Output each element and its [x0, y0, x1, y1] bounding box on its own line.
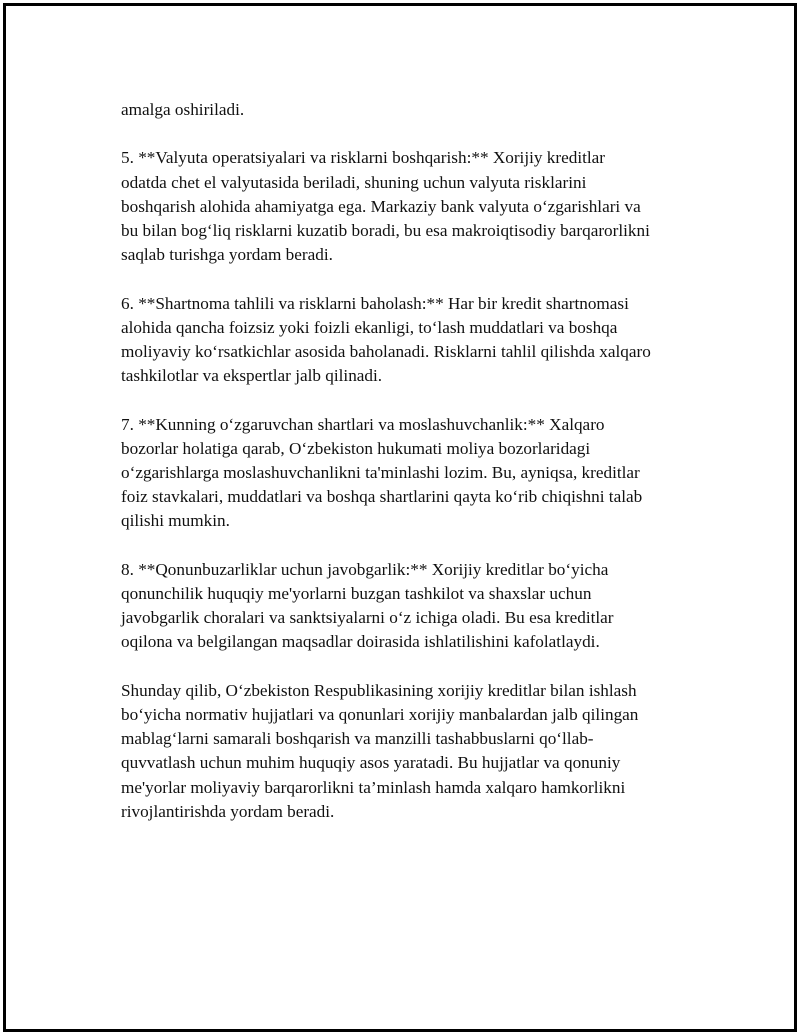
text-line: o‘zgarishlarga moslashuvchanlikni ta'minlashi lozim. Bu, ayniqsa, kreditlar — [121, 463, 640, 482]
text-line: boshqarish alohida ahamiyatga ega. Markaziy bank valyuta o‘zgarishlari va — [121, 196, 641, 216]
text-line: qonunchilik huquqiy me'yorlarni buzgan tashkilot va shaxslar uchun — [121, 584, 592, 603]
text-line: rivojlantirishda yordam beradi. — [121, 801, 335, 821]
paragraph-continuation — [121, 98, 701, 122]
text-line: moliyaviy ko‘rsatkichlar asosida baholanadi. Risklarni tahlil qilishda xalqaro — [121, 342, 651, 361]
text-line: tashkilotlar va ekspertlar jalb qilinadi. — [121, 366, 383, 386]
paragraph-item-7 — [121, 413, 701, 534]
text-line: mablag‘larni samarali boshqarish va manzilli tashabbuslarni qo‘llab- — [121, 729, 594, 749]
text-line: qilishi mumkin. — [121, 511, 230, 531]
text-line: saqlab turishga yordam beradi. — [121, 245, 333, 265]
text-line: me'yorlar moliyaviy barqarorlikni ta’minlash hamda xalqaro hamkorlikni — [121, 777, 626, 797]
page-body — [121, 98, 701, 848]
text-line: Shunday qilib, O‘zbekiston Respublikasining xorijiy kreditlar bilan ishlash — [121, 680, 637, 700]
paragraph-conclusion — [121, 679, 701, 824]
text-line: bu bilan bog‘liq risklarni kuzatib boradi, bu esa makroiqtisodiy barqarorlikni — [121, 221, 650, 240]
text-line: bozorlar holatiga qarab, O‘zbekiston hukumati moliya bozorlaridagi — [121, 438, 591, 458]
text-line: 7. **Kunning o‘zgaruvchan shartlari va moslashuvchanlik:** Xalqaro — [121, 414, 605, 434]
text-line: 5. **Valyuta operatsiyalari va risklarni boshqarish:** Xorijiy kreditlar — [121, 148, 605, 168]
paragraph-item-8 — [121, 558, 701, 655]
text-line: alohida qancha foizsiz yoki foizli ekanligi, to‘lash muddatlari va boshqa — [121, 317, 618, 337]
text-line: 8. **Qonunbuzarliklar uchun javobgarlik:** Xorijiy kreditlar bo‘yicha — [121, 559, 609, 579]
text-line: oqilona va belgilangan maqsadlar doirasida ishlatilishini kafolatlaydi. — [121, 632, 600, 652]
text-line: amalga oshiriladi. — [121, 100, 245, 119]
text-line: bo‘yicha normativ hujjatlari va qonunlari xorijiy manbalardan jalb qilingan — [121, 705, 639, 724]
text-line: quvvatlash uchun muhim huquqiy asos yaratadi. Bu hujjatlar va qonuniy — [121, 753, 621, 773]
page-frame — [3, 3, 797, 1032]
paragraph-item-5 — [121, 146, 701, 267]
text-line: 6. **Shartnoma tahlili va risklarni baholash:** Har bir kredit shartnomasi — [121, 293, 629, 313]
text-line: odatda chet el valyutasida beriladi, shuning uchun valyuta risklarini — [121, 172, 587, 192]
paragraph-item-6 — [121, 292, 701, 389]
text-line: foiz stavkalari, muddatlari va boshqa shartlarini qayta ko‘rib chiqishni talab — [121, 487, 643, 507]
text-line: javobgarlik choralari va sanktsiyalarni o‘z ichiga oladi. Bu esa kreditlar — [121, 608, 614, 628]
